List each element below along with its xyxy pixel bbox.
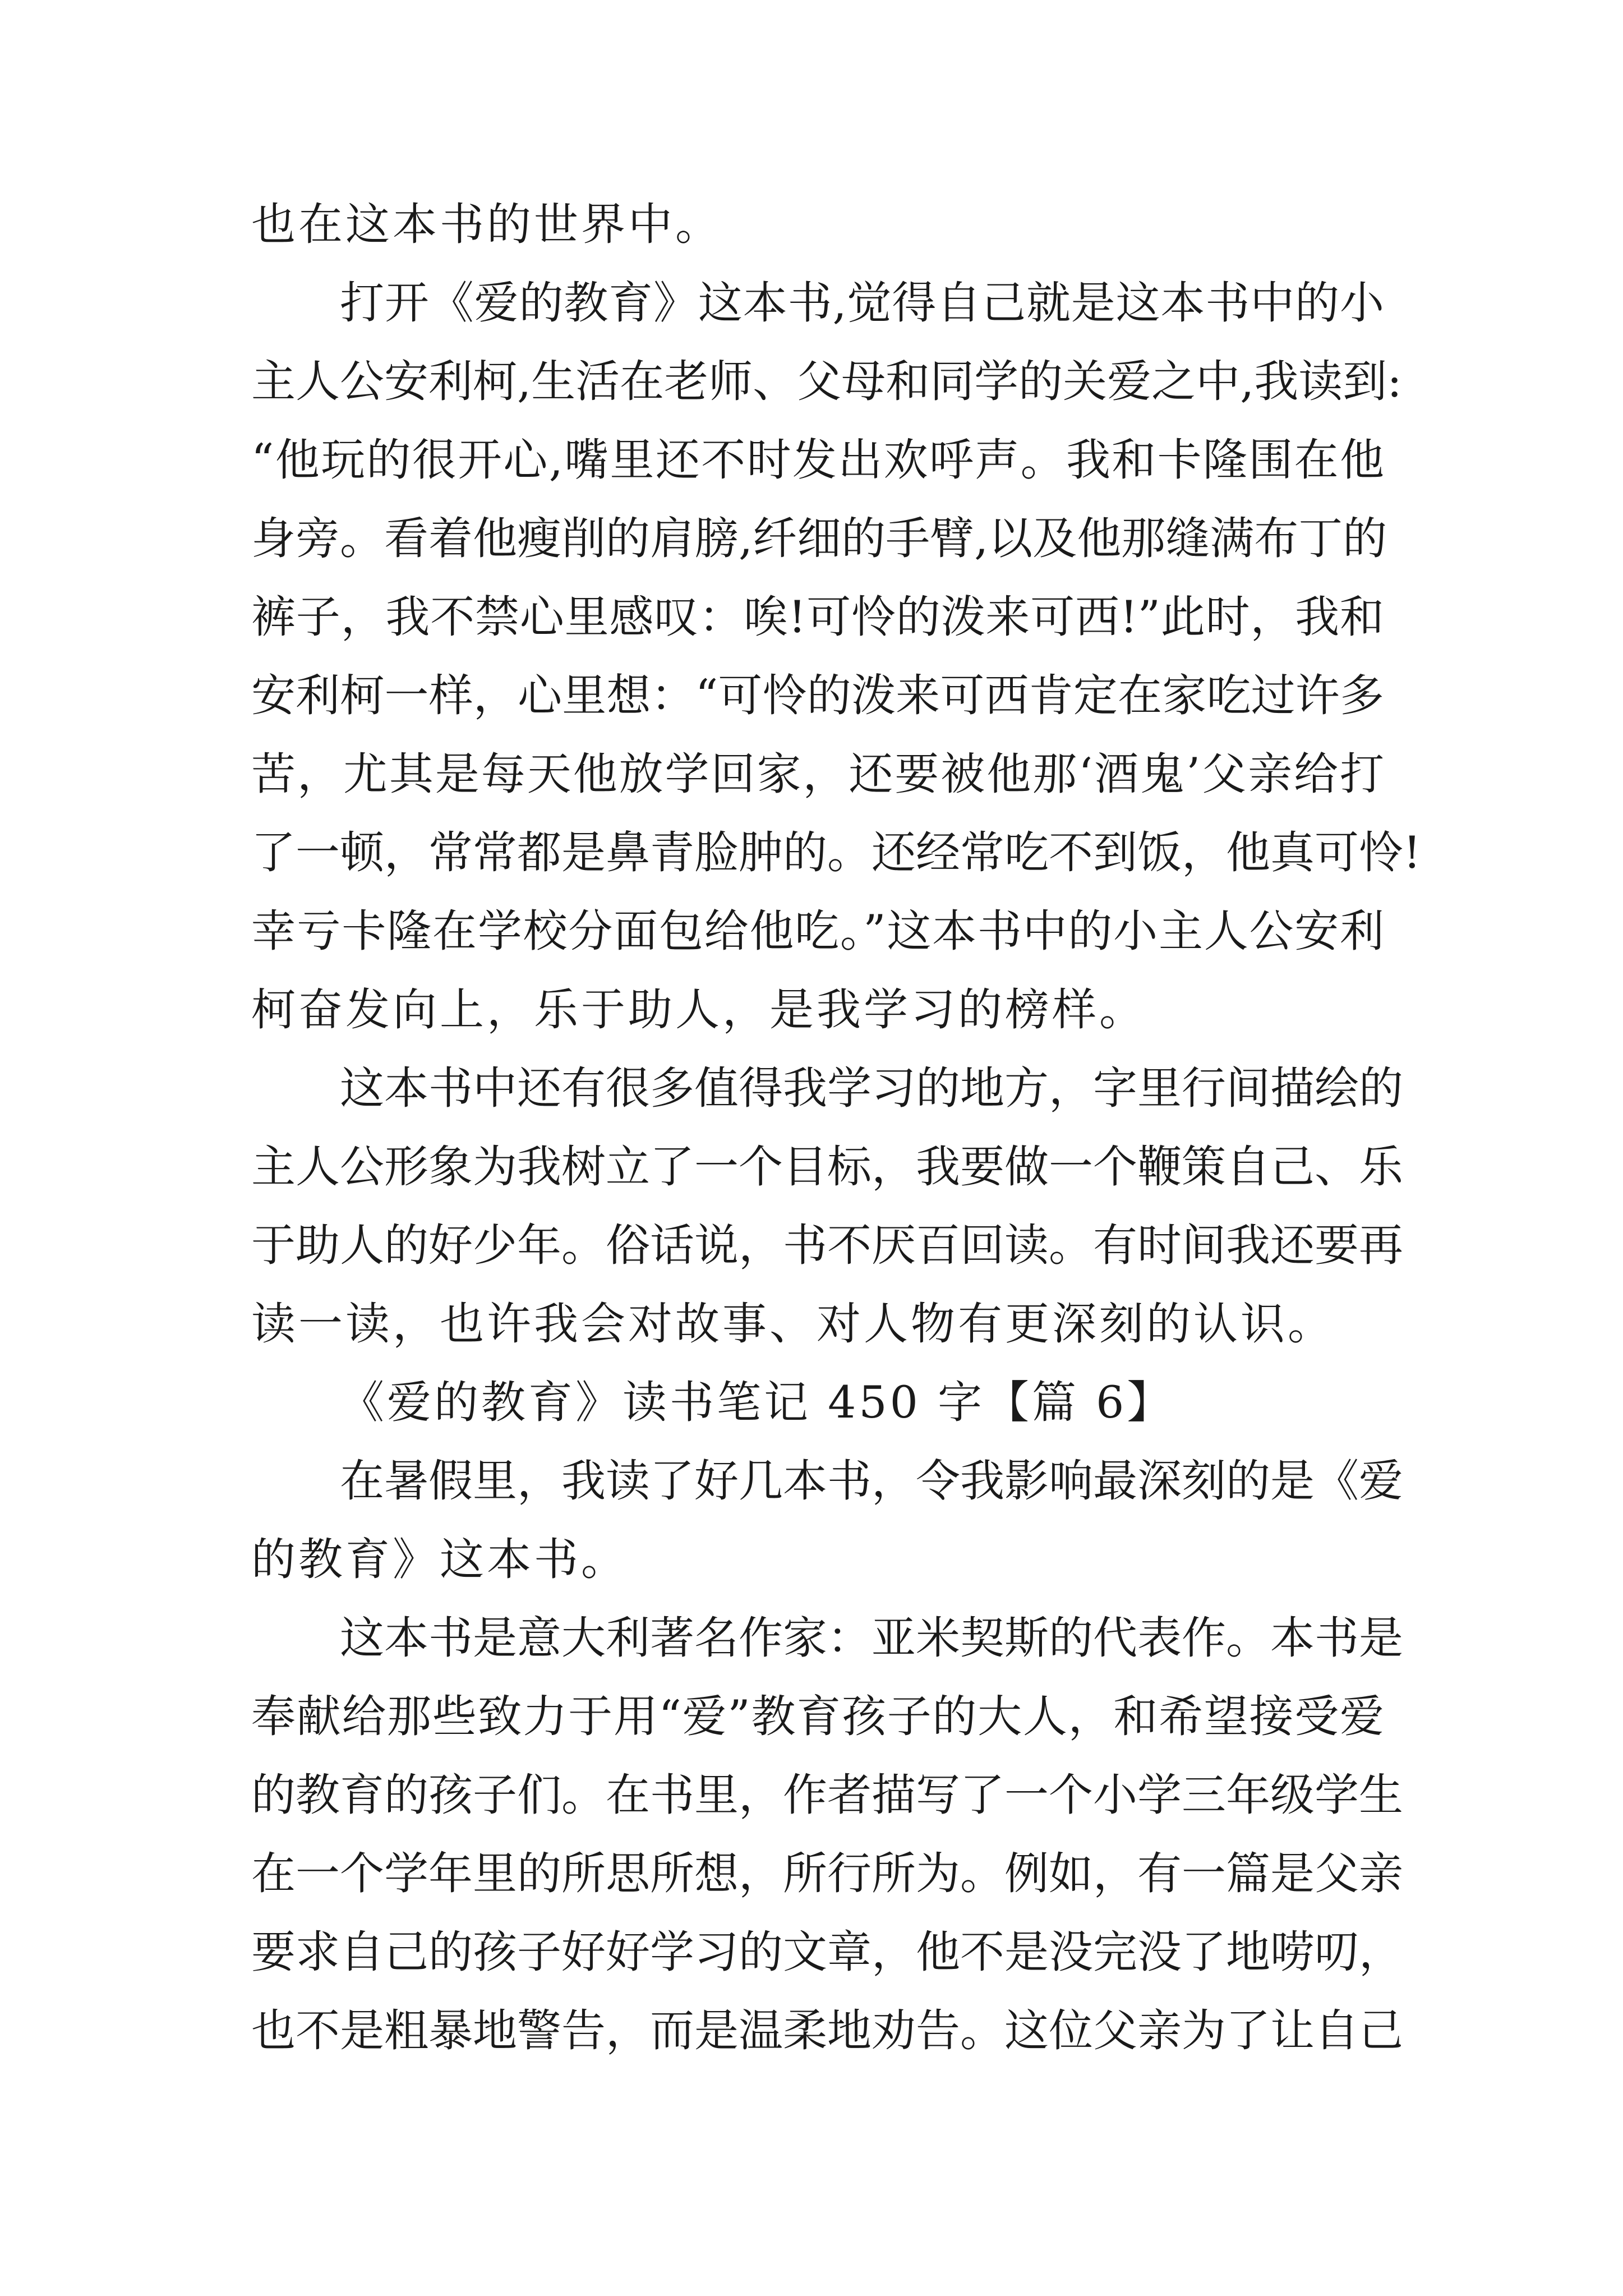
- text-line: 的教育》这本书。: [251, 1534, 628, 1585]
- paragraph-start-line: 在暑假里，我读了好几本书，令我影响最深刻的是《爱: [340, 1455, 1403, 1507]
- text-line: 主人公形象为我树立了一个目标，我要做一个鞭策自己、乐: [251, 1141, 1403, 1193]
- text-line: 要求自己的孩子好好学习的文章，他不是没完没了地唠叨，: [251, 1926, 1403, 1978]
- text-line: 也在这本书的世界中。: [251, 199, 722, 250]
- text-line: 幸亏卡隆在学校分面包给他吃。”这本书中的小主人公安利: [251, 905, 1384, 957]
- text-line: 柯奋发向上，乐于助人，是我学习的榜样。: [251, 984, 1146, 1036]
- text-line: 主人公安利柯,生活在老师、父母和同学的关爱之中,我读到:: [251, 356, 1402, 407]
- text-line: 裤子，我不禁心里感叹：唉!可怜的泼来可西!”此时，我和: [251, 591, 1384, 643]
- text-line: 安利柯一样，心里想：“可怜的泼来可西肯定在家吃过许多: [251, 670, 1384, 721]
- text-line: 身旁。看着他瘦削的肩膀,纤细的手臂,以及他那缝满布丁的: [251, 513, 1387, 564]
- paragraph-start-line: 打开《爱的教育》这本书,觉得自己就是这本书中的小: [340, 277, 1384, 329]
- text-line: 也不是粗暴地警告，而是温柔地劝告。这位父亲为了让自己: [251, 2005, 1403, 2056]
- text-line: 的教育的孩子们。在书里，作者描写了一个小学三年级学生: [251, 1769, 1403, 1821]
- text-line: 苦，尤其是每天他放学回家，还要被他那‘酒鬼’父亲给打: [251, 748, 1384, 800]
- paragraph-start-line: 这本书中还有很多值得我学习的地方，字里行间描绘的: [340, 1062, 1403, 1114]
- text-line: 在一个学年里的所思所想，所行所为。例如，有一篇是父亲: [251, 1848, 1403, 1899]
- text-line: “他玩的很开心,嘴里还不时发出欢呼声。我和卡隆围在他: [251, 434, 1384, 486]
- text-line: 读一读，也许我会对故事、对人物有更深刻的认识。: [251, 1298, 1335, 1350]
- section-heading: 《爱的教育》读书笔记 450 字【篇 6】: [340, 1377, 1174, 1428]
- text-line: 了一顿，常常都是鼻青脸肿的。还经常吃不到饭，他真可怜!: [251, 827, 1421, 878]
- text-line: 奉献给那些致力于用“爱”教育孩子的大人，和希望接受爱: [251, 1691, 1384, 1742]
- text-line: 于助人的好少年。俗话说，书不厌百回读。有时间我还要再: [251, 1220, 1403, 1271]
- paragraph-start-line: 这本书是意大利著名作家：亚米契斯的代表作。本书是: [340, 1612, 1403, 1664]
